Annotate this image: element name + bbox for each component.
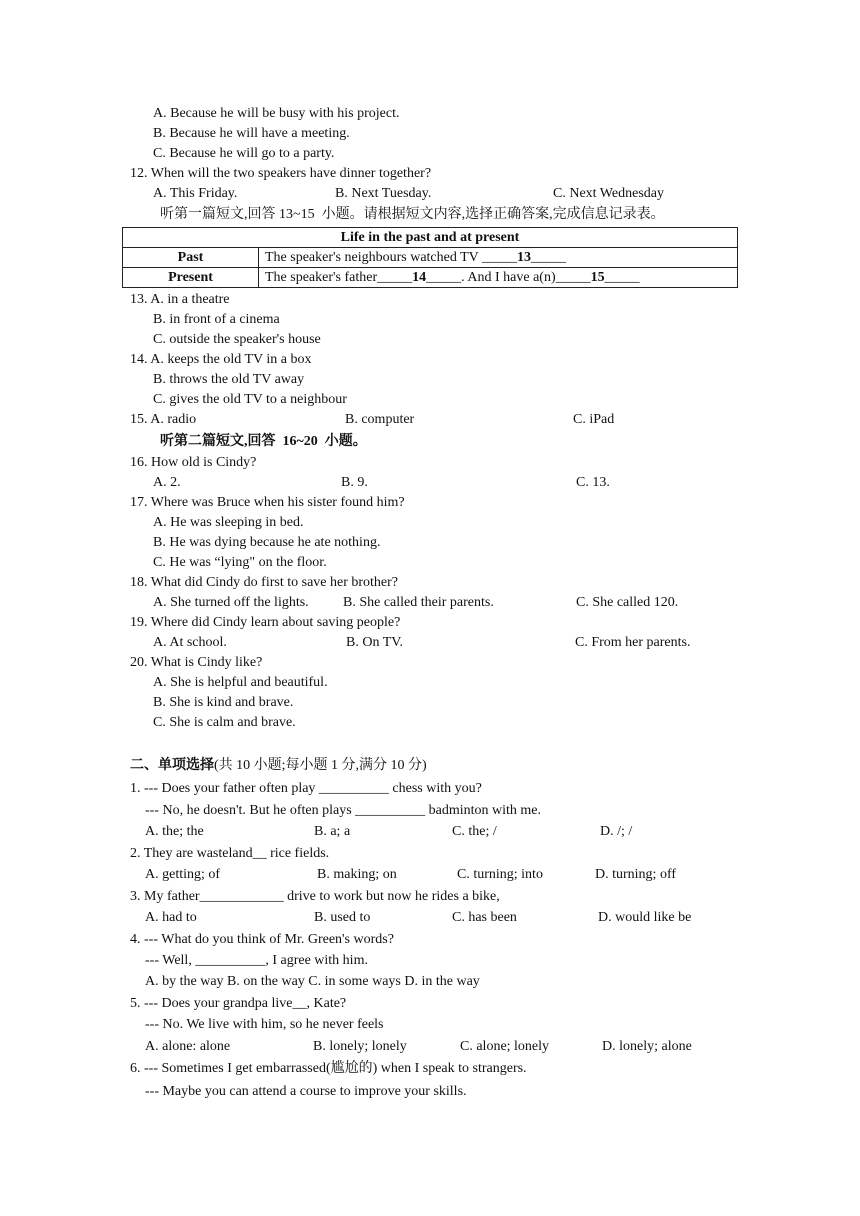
s2-q1-line1: 1. --- Does your father often play __________ chess with you? <box>130 781 482 796</box>
s2-q5-option-b: B. lonely; lonely <box>313 1039 407 1054</box>
s2-q1-option-b: B. a; a <box>314 824 351 839</box>
section2-heading-rest: (共 10 小题;每小题 1 分,满分 10 分) <box>214 758 427 773</box>
s2-q2-option-b: B. making; on <box>317 867 397 882</box>
q11-option-a: A. Because he will be busy with his project. <box>153 106 400 121</box>
s2-q3-option-b: B. used to <box>314 910 371 925</box>
q12-stem: 12. When will the two speakers have dinner together? <box>130 166 432 181</box>
q16-option-a: A. 2. <box>153 475 181 490</box>
s2-q5-option-a: A. alone: alone <box>145 1039 231 1054</box>
q16-option-c: C. 13. <box>576 475 610 490</box>
present-tail: _____ <box>604 270 640 285</box>
s2-q2-option-a: A. getting; of <box>145 867 221 882</box>
q12-option-b: B. Next Tuesday. <box>335 186 432 201</box>
q20-stem: 20. What is Cindy like? <box>130 655 263 670</box>
s2-q4-line2: --- Well, __________, I agree with him. <box>145 953 368 968</box>
s2-q1-line2: --- No, he doesn't. But he often plays __________ badminton with me. <box>145 803 542 818</box>
q13-stem: 13. A. in a theatre <box>130 292 230 307</box>
s2-q3-option-a: A. had to <box>145 910 197 925</box>
q19-option-c: C. From her parents. <box>575 635 691 650</box>
q15-option-c: C. iPad <box>573 412 615 427</box>
q11-option-c: C. Because he will go to a party. <box>153 146 335 161</box>
q14-option-b: B. throws the old TV away <box>153 372 305 387</box>
s2-q4-options: A. by the way B. on the way C. in some ways D. in the way <box>145 974 480 989</box>
s2-q5-option-d: D. lonely; alone <box>602 1039 692 1054</box>
s2-q6-line2: --- Maybe you can attend a course to improve your skills. <box>145 1084 467 1099</box>
q18-option-c: C. She called 120. <box>576 595 679 610</box>
s2-q2-stem: 2. They are wasteland__ rice fields. <box>130 846 330 861</box>
q13-option-b: B. in front of a cinema <box>153 312 280 327</box>
s2-q3-option-c: C. has been <box>452 910 517 925</box>
s2-q1-option-d: D. /; / <box>600 824 633 839</box>
passage2-instruction: 听第二篇短文,回答 16~20 小题。 <box>160 434 367 449</box>
q18-option-b: B. She called their parents. <box>343 595 494 610</box>
q14-stem: 14. A. keeps the old TV in a box <box>130 352 312 367</box>
s2-q6-line1: 6. --- Sometimes I get embarrassed(尴尬的) when I speak to strangers. <box>130 1061 527 1076</box>
q19-option-a: A. At school. <box>153 635 227 650</box>
q20-option-b: B. She is kind and brave. <box>153 695 294 710</box>
s2-q5-line2: --- No. We live with him, so he never feels <box>145 1017 384 1032</box>
q18-stem: 18. What did Cindy do first to save her brother? <box>130 575 399 590</box>
info-record-table <box>122 227 738 288</box>
q20-option-c: C. She is calm and brave. <box>153 715 296 730</box>
table-cell-past <box>259 248 738 268</box>
q11-option-b: B. Because he will have a meeting. <box>153 126 350 141</box>
past-tail: _____ <box>531 250 566 265</box>
s2-q5-line1: 5. --- Does your grandpa live__, Kate? <box>130 996 347 1011</box>
section2-heading-bold: 二、单项选择 <box>130 758 214 773</box>
past-text: The speaker's neighbours watched TV _____ <box>265 250 517 265</box>
q12-option-c: C. Next Wednesday <box>553 186 664 201</box>
q20-option-a: A. She is helpful and beautiful. <box>153 675 328 690</box>
blank-14: 14 <box>412 270 427 285</box>
table-row-label-past: Past <box>123 248 259 268</box>
q17-option-a: A. He was sleeping in bed. <box>153 515 304 530</box>
table-row-label-present: Present <box>123 268 259 288</box>
q14-option-c: C. gives the old TV to a neighbour <box>153 392 347 407</box>
q16-stem: 16. How old is Cindy? <box>130 455 257 470</box>
table-cell-present <box>259 268 738 288</box>
q12-option-a: A. This Friday. <box>153 186 238 201</box>
q15-stem: 15. A. radio <box>130 412 197 427</box>
q18-option-a: A. She turned off the lights. <box>153 595 309 610</box>
q17-option-c: C. He was “lying" on the floor. <box>153 555 327 570</box>
q16-option-b: B. 9. <box>341 475 368 490</box>
s2-q1-option-a: A. the; the <box>145 824 204 839</box>
s2-q2-option-c: C. turning; into <box>457 867 543 882</box>
passage1-instruction: 听第一篇短文,回答 13~15 小题。请根据短文内容,选择正确答案,完成信息记录表。 <box>160 207 665 222</box>
s2-q1-option-c: C. the; / <box>452 824 497 839</box>
s2-q2-option-d: D. turning; off <box>595 867 677 882</box>
q15-option-b: B. computer <box>345 412 415 427</box>
s2-q5-option-c: C. alone; lonely <box>460 1039 550 1054</box>
q19-stem: 19. Where did Cindy learn about saving people? <box>130 615 401 630</box>
s2-q3-option-d: D. would like be <box>598 910 692 925</box>
present-text-1: The speaker's father_____ <box>265 270 413 285</box>
q19-option-b: B. On TV. <box>346 635 404 650</box>
table-title: Life in the past and at present <box>123 228 738 248</box>
s2-q4-line1: 4. --- What do you think of Mr. Green's words? <box>130 932 394 947</box>
blank-15: 15 <box>590 270 605 285</box>
blank-13: 13 <box>517 250 531 265</box>
q17-option-b: B. He was dying because he ate nothing. <box>153 535 381 550</box>
section2-heading <box>130 757 427 775</box>
q17-stem: 17. Where was Bruce when his sister found him? <box>130 495 405 510</box>
q13-option-c: C. outside the speaker's house <box>153 332 321 347</box>
present-text-2: _____. And I have a(n)_____ <box>426 270 591 285</box>
s2-q3-stem: 3. My father____________ drive to work but now he rides a bike, <box>130 889 500 904</box>
